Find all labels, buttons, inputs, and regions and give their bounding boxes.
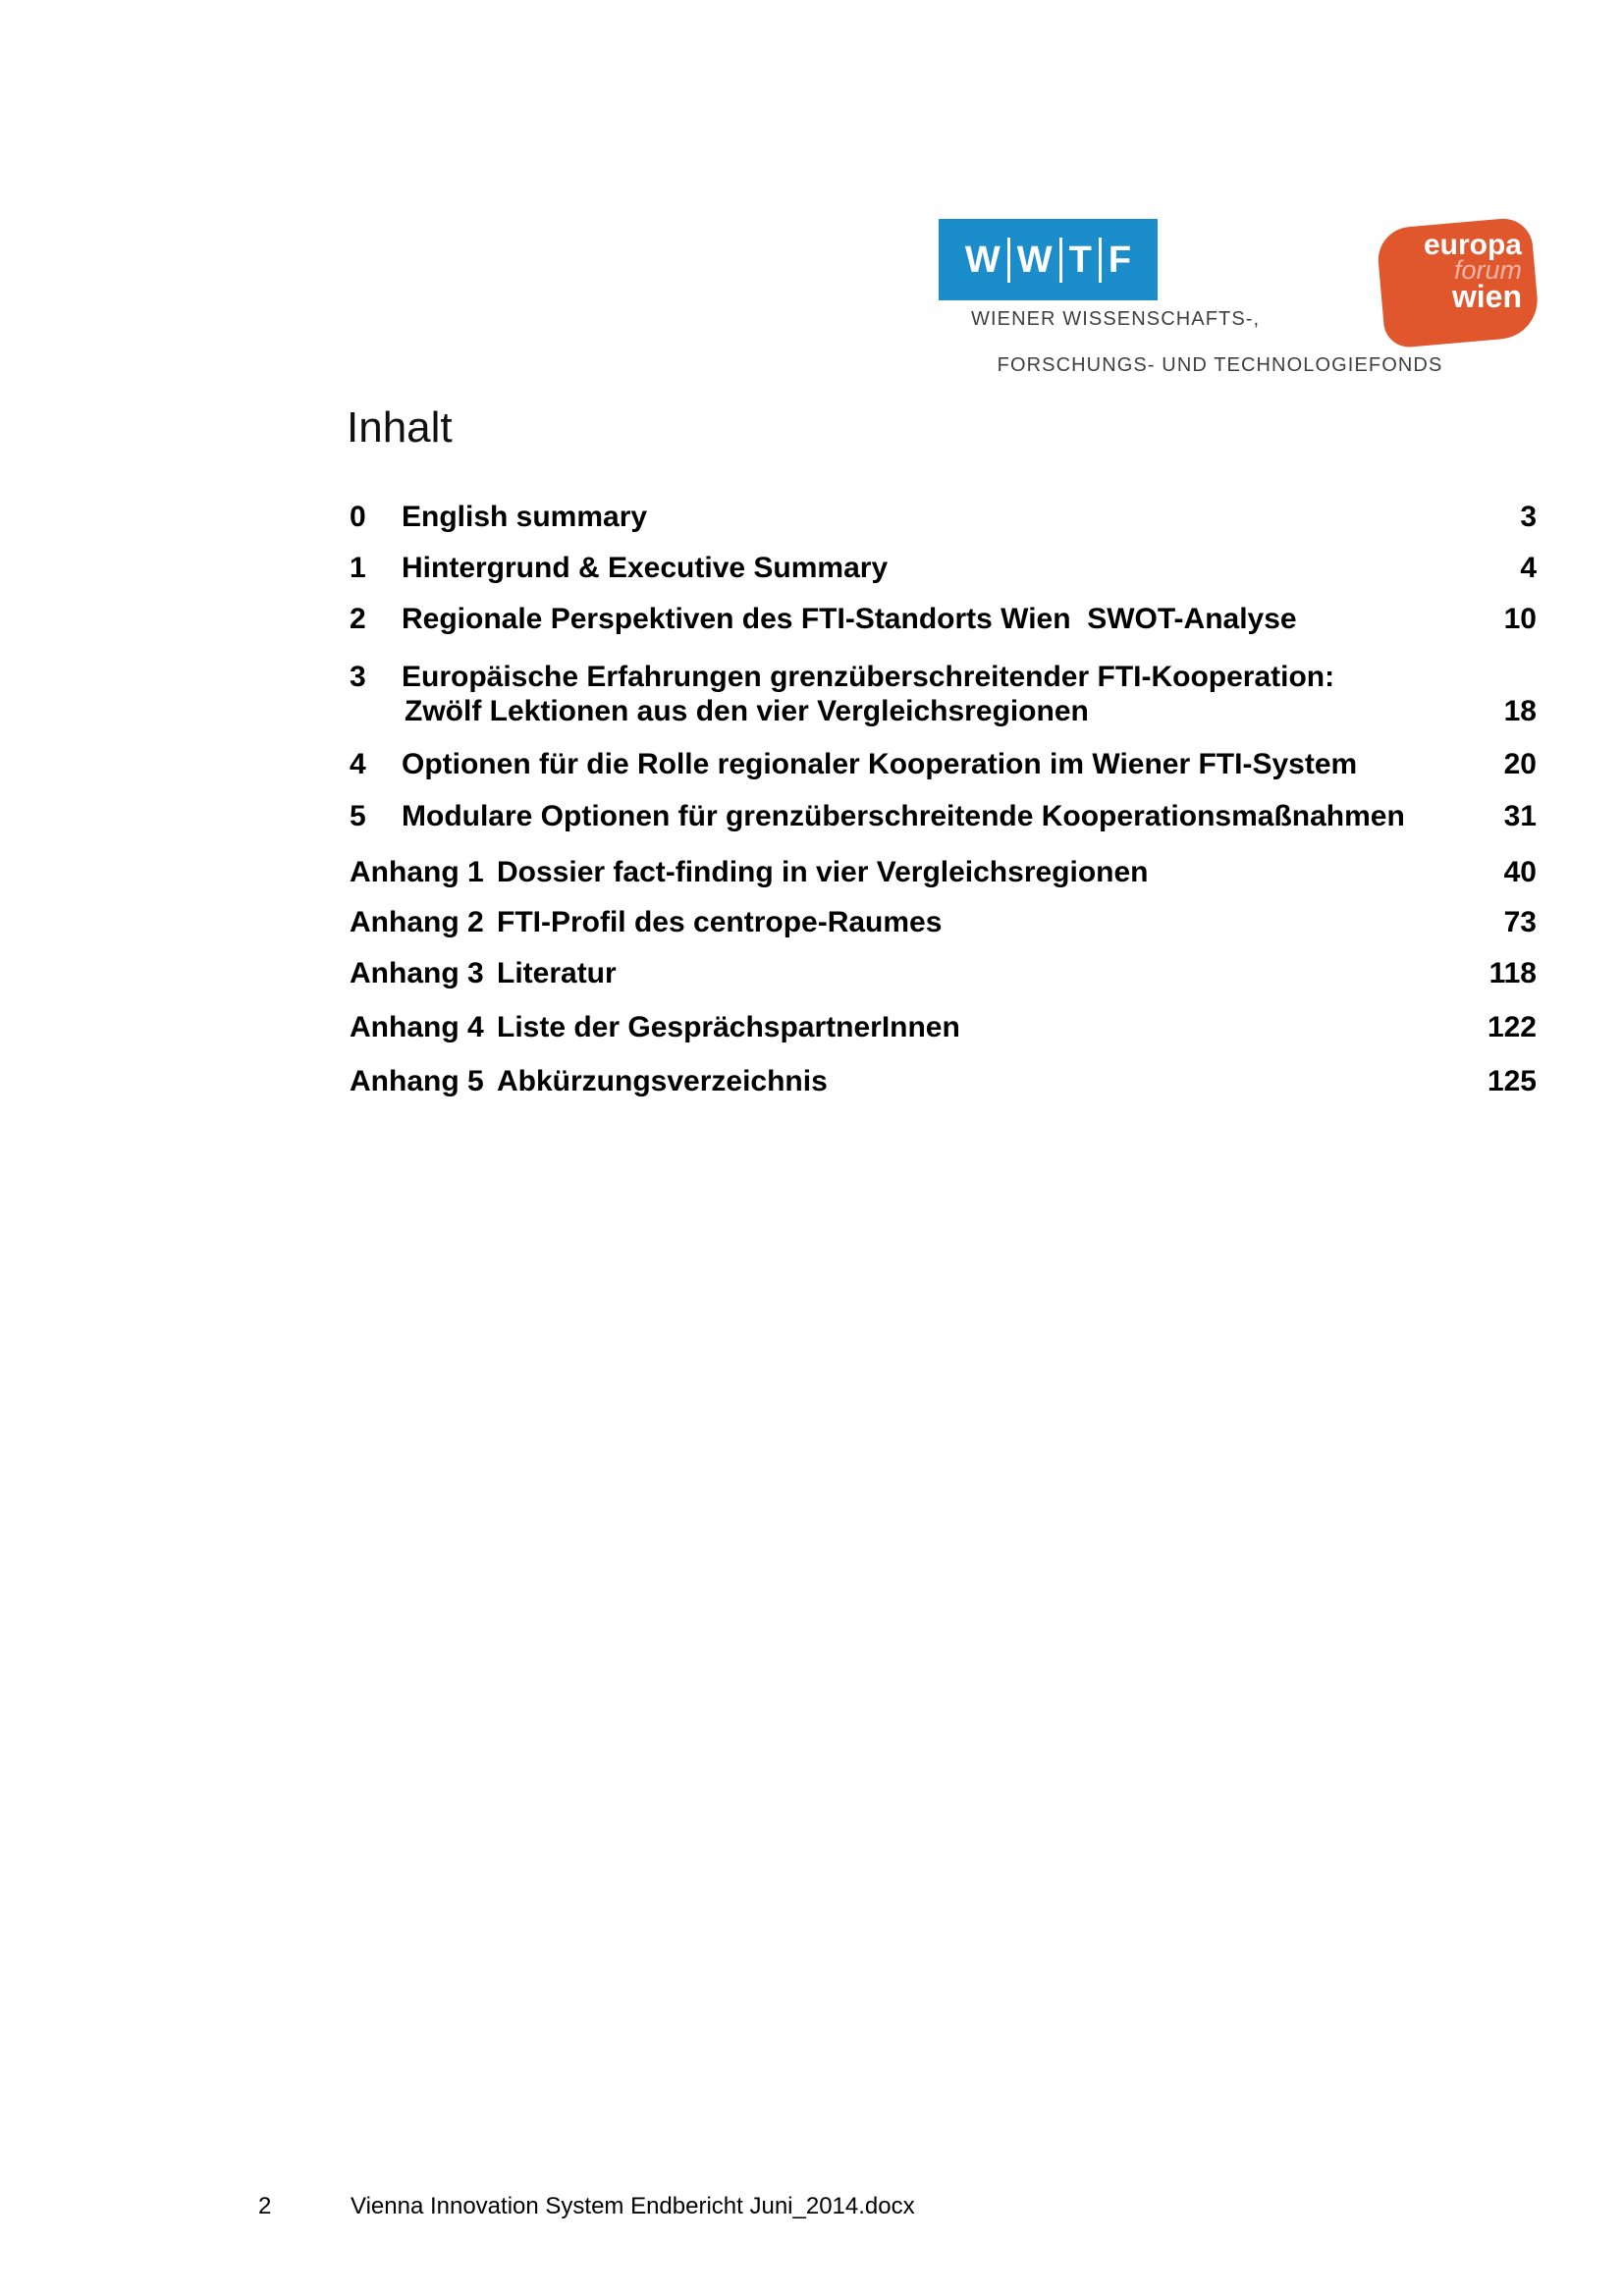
wwtf-letter: T — [1068, 239, 1092, 281]
toc-entry-0 — [0, 499, 1623, 540]
toc-entry-number: Anhang 1 — [350, 856, 484, 888]
toc-entry-number: Anhang 4 — [350, 1011, 484, 1043]
wwtf-separator-bar — [1059, 238, 1062, 283]
toc-entry-page: 10 — [1503, 603, 1537, 635]
toc-entry-page: 73 — [1503, 906, 1537, 938]
toc-entry-number: 0 — [350, 501, 366, 533]
wwtf-separator-bar — [1099, 238, 1102, 283]
toc-entry-page: 31 — [1503, 800, 1537, 832]
toc-entry-label: Hintergrund & Executive Summary — [402, 552, 889, 584]
toc-entry-4 — [0, 746, 1623, 787]
toc-entry-label: English summary — [402, 501, 648, 533]
footer-page-number: 2 — [258, 2193, 272, 2219]
page-title: Inhalt — [347, 403, 453, 452]
toc-entry-5 — [0, 798, 1623, 839]
wwtf-caption — [971, 308, 1442, 400]
toc-entry-label: Dossier fact-finding in vier Vergleichsregionen — [497, 856, 1149, 888]
toc-entry-anhang-1 — [0, 854, 1623, 895]
wwtf-separator-bar — [1007, 238, 1010, 283]
toc-entry-page: 118 — [1488, 957, 1537, 989]
europaforum-line-wien: wien — [1451, 279, 1522, 314]
toc-entry-number: Anhang 2 — [350, 906, 484, 938]
toc-entry-anhang-2 — [0, 904, 1623, 945]
toc-entry-1 — [0, 550, 1623, 591]
footer-document-name: Vienna Innovation System Endbericht Juni_2014.docx — [351, 2193, 915, 2219]
toc-entry-number: Anhang 3 — [350, 957, 484, 989]
toc-entry-label-continuation: Zwölf Lektionen aus den vier Vergleichsregionen — [405, 695, 1089, 727]
toc-entry-label: Europäische Erfahrungen grenzüberschreitender FTI-Kooperation: — [402, 661, 1335, 693]
toc-entry-page: 3 — [1520, 501, 1537, 533]
toc-entry-number: 5 — [350, 800, 366, 832]
toc-entry-anhang-4 — [0, 1009, 1623, 1050]
toc-entry-number: 4 — [350, 748, 366, 780]
europaforum-line-forum: forum — [1453, 255, 1522, 285]
toc-entry-page: 40 — [1503, 856, 1537, 888]
toc-entry-3-line2 — [0, 693, 1623, 734]
wwtf-logo — [939, 219, 1158, 300]
wwtf-letter: W — [1016, 239, 1053, 281]
toc-entry-2 — [0, 601, 1623, 642]
toc-entry-page: 4 — [1520, 552, 1537, 584]
toc-entry-number: Anhang 5 — [350, 1065, 484, 1097]
toc-entry-number: 2 — [350, 603, 366, 635]
wwtf-caption-line1: WIENER WISSENSCHAFTS-, — [971, 308, 1261, 330]
toc-entry-label: Optionen für die Rolle regionaler Kooperation im Wiener FTI-System — [402, 748, 1358, 780]
toc-entry-label: Literatur — [497, 957, 617, 989]
toc-entry-label: Regionale Perspektiven des FTI-Standorts Wien SWOT-Analyse — [402, 603, 1297, 635]
toc-entry-number: 3 — [350, 661, 366, 693]
toc-entry-page: 125 — [1487, 1065, 1537, 1097]
toc-entry-label: Abkürzungsverzeichnis — [497, 1065, 828, 1097]
wwtf-letter: F — [1108, 239, 1132, 281]
toc-entry-page: 122 — [1487, 1011, 1537, 1043]
toc-entry-number: 1 — [350, 552, 366, 584]
wwtf-caption-line2: FORSCHUNGS- UND TECHNOLOGIEFONDS — [997, 354, 1443, 376]
toc-entry-label: Modulare Optionen für grenzüberschreitende Kooperationsmaßnahmen — [402, 800, 1405, 832]
toc-entry-page: 20 — [1503, 748, 1537, 780]
toc-entry-anhang-3 — [0, 955, 1623, 996]
wwtf-letter: W — [964, 239, 1001, 281]
toc-entry-label: Liste der GesprächspartnerInnen — [497, 1011, 960, 1043]
toc-entry-label: FTI-Profil des centrope-Raumes — [497, 906, 943, 938]
toc-entry-page: 18 — [1503, 695, 1537, 727]
europaforum-logo-text — [1423, 229, 1522, 314]
toc-entry-anhang-5 — [0, 1063, 1623, 1104]
europaforum-wien-logo — [1377, 218, 1540, 351]
europaforum-line-europa: europa — [1423, 229, 1522, 261]
